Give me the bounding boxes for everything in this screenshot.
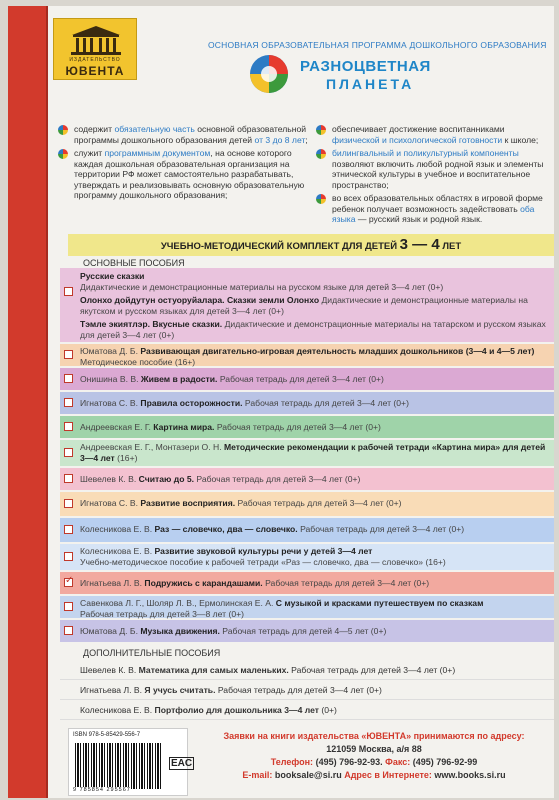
- brand-title-line1: РАЗНОЦВЕТНАЯ: [300, 58, 431, 75]
- material-row: [60, 518, 554, 542]
- feature-text-part: служит: [74, 148, 105, 158]
- checkbox[interactable]: [64, 499, 73, 508]
- publisher-name: ЮВЕНТА: [65, 64, 125, 78]
- isbn-text: ISBN 978-5-85429-556-7: [73, 732, 141, 738]
- material-line: [80, 578, 548, 589]
- item-author: Игнатова С. В.: [80, 398, 141, 408]
- feature-text-part: содержит: [74, 124, 115, 134]
- material-line: [80, 546, 548, 557]
- item-desc: (0+): [318, 705, 337, 715]
- checkbox[interactable]: [64, 287, 73, 296]
- feature-text-part: от 3 до 8 лет: [254, 134, 306, 145]
- temple-icon: [68, 25, 124, 57]
- item-title: Музыка движения.: [140, 626, 220, 636]
- program-title: ОСНОВНАЯ ОБРАЗОВАТЕЛЬНАЯ ПРОГРАММА ДОШКОЛЬНОГО ОБРАЗОВАНИЯ: [208, 40, 547, 50]
- feature-text-part: ;: [305, 134, 308, 145]
- item-desc: (16+): [114, 452, 138, 463]
- web-label: Адрес в Интернете:: [344, 770, 432, 780]
- feature-text-part: , на основе которого каждая дошкольная образовательная организация на территории РФ может самостоятельно разрабатывать, утверждать и реализовывать основную образовательную программу дошкольного образования;: [74, 148, 305, 200]
- item-title: Подружись с карандашами.: [144, 578, 263, 588]
- material-line: [80, 598, 548, 609]
- material-row: [60, 368, 554, 390]
- material-row: [60, 392, 554, 414]
- item-author: Игнатьева Л. В.: [80, 578, 145, 588]
- item-desc: Рабочая тетрадь для детей 3—4 лет (0+): [235, 498, 402, 508]
- order-phones: [204, 756, 544, 769]
- material-row: [60, 344, 554, 366]
- material-row: [60, 416, 554, 438]
- barcode-image: [75, 743, 163, 789]
- material-line: [80, 398, 548, 409]
- item-author: Шевелев К. В.: [80, 665, 139, 675]
- item-author: Колесникова Е. В.: [80, 705, 155, 715]
- item-author: Андреевская Е. Г., Монтазери О. Н.: [80, 442, 224, 452]
- material-line: [80, 346, 548, 357]
- checkbox[interactable]: [64, 602, 73, 611]
- material-line: [80, 626, 548, 637]
- item-title: Русские сказки: [80, 271, 145, 281]
- checkbox[interactable]: [64, 350, 73, 359]
- item-desc: Дидактические и демонстрационные материалы на русском языке для детей 3—4 лет (0+): [80, 281, 444, 292]
- extra-materials-label: ДОПОЛНИТЕЛЬНЫЕ ПОСОБИЯ: [83, 648, 221, 658]
- item-author: Колесникова Е. В.: [80, 524, 155, 534]
- item-title: Олонхо дойдутун остуоруйалара. Сказки земли Олонхо: [80, 295, 320, 305]
- item-desc: Рабочая тетрадь для детей 3—4 лет (0+): [242, 398, 409, 408]
- feature-text-part: позволяют включить любой родной язык и элементы этнической культуры в учебное и воспитательное пространство;: [332, 158, 544, 190]
- feature-text-part: оба языка: [332, 203, 535, 224]
- order-heading: Заявки на книги издательства «ЮВЕНТА» принимаются по адресу:: [223, 731, 525, 741]
- feature-text-part: билингвальный и поликультурный компоненты: [332, 148, 519, 158]
- planet-bullet-icon: [58, 125, 68, 135]
- planet-bullet-icon: [316, 149, 326, 159]
- feature-text-part: программным документом: [104, 148, 211, 158]
- material-line: [80, 474, 548, 485]
- item-title: Живем в радости.: [140, 374, 218, 384]
- item-desc: Рабочая тетрадь для детей 3—4 лет (0+): [297, 524, 465, 534]
- feature-text-part: к школе;: [502, 134, 539, 145]
- extra-material-row: [60, 662, 554, 680]
- item-desc: Рабочая тетрадь для детей 4—5 лет (0+): [219, 626, 387, 636]
- material-row: [60, 544, 554, 570]
- checkbox[interactable]: [64, 578, 73, 587]
- red-spine-band: [8, 6, 46, 798]
- russian-tales-group: [60, 268, 554, 342]
- kit-title-age: 3 — 4: [399, 236, 440, 253]
- eac-mark: EAC: [171, 758, 193, 769]
- item-title: Развитие восприятия.: [140, 498, 236, 508]
- checkbox[interactable]: [64, 448, 73, 457]
- item-title: Методические рекомендации к рабочей тетради «Картина мира» для детей 3—4 лет: [80, 442, 546, 463]
- feature-text-part: — русский язык и родной язык.: [355, 214, 483, 224]
- email-link[interactable]: booksale@si.ru: [274, 770, 342, 780]
- item-author: Савенкова Л. Г., Шоляр Л. В., Ермолинская Е. А.: [80, 598, 276, 608]
- item-title: Картина мира.: [153, 422, 215, 432]
- item-desc: Дидактические и демонстрационные материалы на татарском и русском языках для детей 3—4 лет (0+): [80, 319, 546, 340]
- material-row: [60, 572, 554, 594]
- item-author: Юматова Д. Б.: [80, 346, 141, 356]
- feature-text-part: обеспечивает достижение воспитанниками: [332, 124, 505, 134]
- item-title: Развитие звуковой культуры речи у детей 3—4 лет: [154, 546, 373, 556]
- publisher-small-label: ИЗДАТЕЛЬСТВО: [69, 57, 121, 63]
- checkbox[interactable]: [64, 374, 73, 383]
- kit-title-prefix: УЧЕБНО-МЕТОДИЧЕСКИЙ КОМПЛЕКТ ДЛЯ ДЕТЕЙ: [160, 241, 400, 252]
- material-row: [60, 620, 554, 642]
- catalog-page: [8, 6, 554, 798]
- brand-title-line2: ПЛАНЕТА: [326, 76, 415, 92]
- planet-bullet-icon: [316, 194, 326, 204]
- item-subline: Рабочая тетрадь для детей 3—8 лет (0+): [80, 608, 245, 619]
- feature-item: [316, 193, 552, 225]
- group-entry: [80, 295, 548, 316]
- program-features-left: [58, 124, 308, 204]
- fax-value: (495) 796-92-99: [412, 757, 478, 767]
- material-row: [60, 468, 554, 490]
- feature-item: [316, 148, 552, 190]
- extra-material-row: [60, 702, 554, 720]
- item-title: Правила осторожности.: [140, 398, 243, 408]
- item-title: Раз — словечко, два — словечко.: [154, 524, 298, 534]
- fax-label: Факс:: [385, 757, 411, 767]
- checkbox[interactable]: [64, 474, 73, 483]
- material-line: [80, 422, 548, 433]
- feature-text-part: физической и психологической готовности: [332, 134, 503, 145]
- item-author: Игнатьева Л. В.: [80, 685, 145, 695]
- checkbox[interactable]: [64, 422, 73, 431]
- planet-bullet-icon: [58, 149, 68, 159]
- order-info: [204, 730, 544, 782]
- material-row: [60, 492, 554, 516]
- material-line: [80, 524, 548, 535]
- material-line: [80, 374, 548, 385]
- item-desc: Рабочая тетрадь для детей 3—4 лет (0+): [194, 474, 361, 484]
- feature-item: [58, 124, 308, 145]
- group-entry: [80, 319, 548, 340]
- item-title: Считаю до 5.: [138, 474, 194, 484]
- item-subline: Учебно-методическое пособие к рабочей тетради «Раз — словечко, два — словечко» (16+): [80, 556, 446, 567]
- checkbox[interactable]: [64, 398, 73, 407]
- item-desc: Дидактические и демонстрационные материалы на якутском и русском языках для детей 3—4 лет (0+): [80, 295, 528, 316]
- order-address: 121059 Москва, а/я 88: [326, 744, 422, 754]
- web-link[interactable]: www.books.si.ru: [434, 770, 506, 780]
- material-line: [80, 442, 548, 463]
- checkbox[interactable]: [64, 525, 73, 534]
- order-contacts: [204, 769, 544, 782]
- item-author: Шевелев К. В.: [80, 474, 139, 484]
- kit-title-suffix: ЛЕТ: [439, 241, 462, 252]
- material-row: [60, 440, 554, 466]
- item-author: Игнатова С. В.: [80, 498, 141, 508]
- material-line: [80, 498, 548, 509]
- item-title: Математика для самых маленьких.: [138, 665, 289, 675]
- publisher-logo: [53, 18, 137, 80]
- extra-material-row: [60, 682, 554, 700]
- phone-value: (495) 796-92-93.: [315, 757, 383, 767]
- program-features-right: [316, 124, 552, 228]
- planet-bullet-icon: [316, 125, 326, 135]
- item-desc: Рабочая тетрадь для детей 3—4 лет (0+): [214, 422, 381, 432]
- item-desc: Рабочая тетрадь для детей 3—4 лет (0+): [288, 665, 456, 675]
- feature-text-part: обязательную часть: [114, 124, 195, 134]
- barcode-digits: 9 785854 295567: [73, 787, 131, 793]
- item-desc: Рабочая тетрадь для детей 3—4 лет (0+): [262, 578, 430, 588]
- email-label: E-mail:: [242, 770, 273, 780]
- item-author: Андреевская Е. Г.: [80, 422, 154, 432]
- item-author: Юматова Д. Б.: [80, 626, 141, 636]
- item-author: Онишина В. В.: [80, 374, 141, 384]
- item-title: Портфолио для дошкольника 3—4 лет: [154, 705, 319, 715]
- item-title: С музыкой и красками путешествуем по сказкам: [275, 598, 484, 608]
- item-author: Колесникова Е. В.: [80, 546, 155, 556]
- checkbox[interactable]: [64, 626, 73, 635]
- kit-title-bar: [68, 234, 554, 256]
- feature-text-part: во всех образовательных областях в игровой форме ребенок получает возможность задействовать: [332, 193, 543, 214]
- item-desc: Рабочая тетрадь для детей 3—4 лет (0+): [217, 374, 384, 384]
- feature-item: [58, 148, 308, 201]
- item-subline: Методическое пособие (16+): [80, 356, 196, 367]
- item-title: Я учусь считать.: [144, 685, 216, 695]
- item-title: Тэмле экиятлэр. Вкусные сказки.: [80, 319, 223, 329]
- feature-item: [316, 124, 552, 145]
- material-row: [60, 596, 554, 618]
- main-materials-label: ОСНОВНЫЕ ПОСОБИЯ: [83, 258, 185, 268]
- item-title: Развивающая двигательно-игровая деятельность младших дошкольников (3—4 и 4—5 лет): [140, 346, 535, 356]
- checkbox[interactable]: [64, 552, 73, 561]
- barcode-block: [68, 728, 193, 796]
- item-desc: Рабочая тетрадь для детей 3—4 лет (0+): [215, 685, 382, 695]
- group-entry: [80, 271, 548, 292]
- planet-icon: [248, 53, 290, 95]
- phone-label: Телефон:: [270, 757, 314, 767]
- feature-text-part: основной образовательной программы дошкольного образования детей: [74, 124, 307, 145]
